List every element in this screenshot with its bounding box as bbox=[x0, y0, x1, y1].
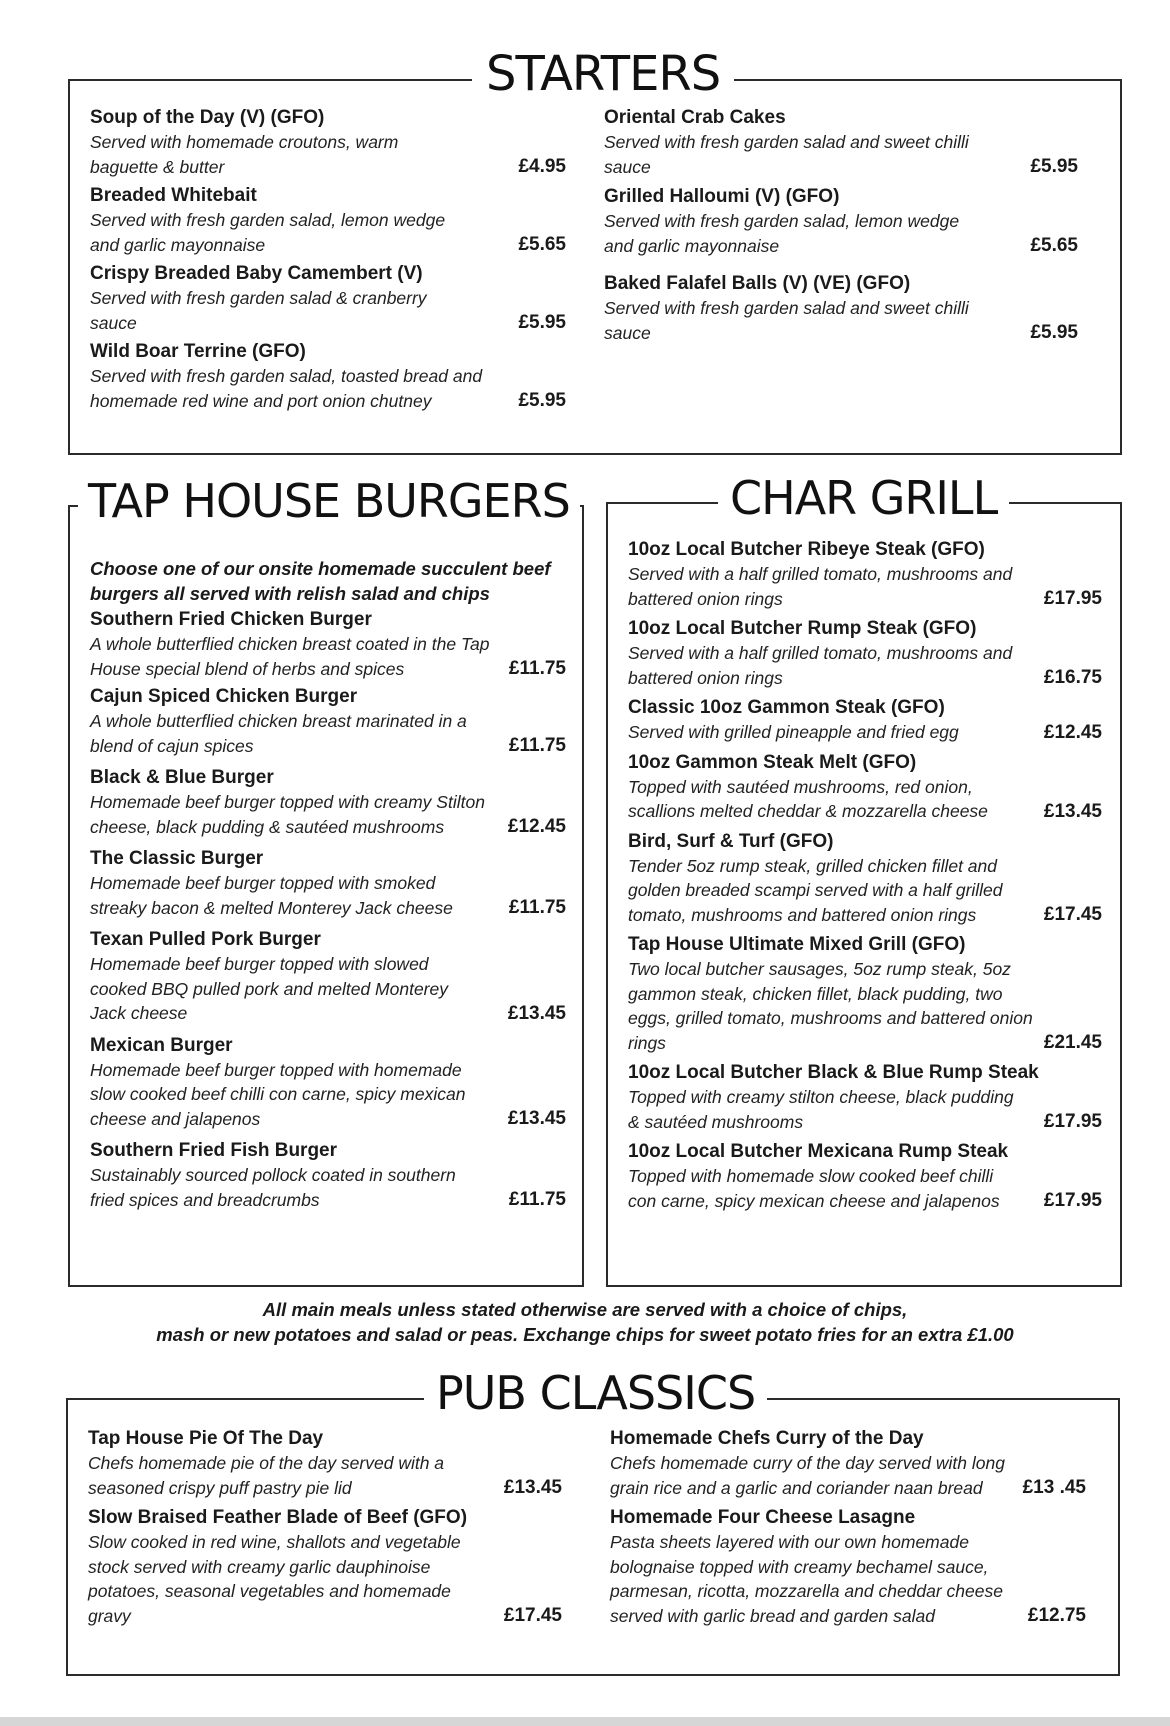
burgers-intro: Choose one of our onsite homemade succulent beef burgers all served with relish salad and chips bbox=[90, 558, 551, 604]
item-description: Chefs homemade curry of the day served with long grain rice and a garlic and coriander naan bread bbox=[610, 1453, 1005, 1498]
item-description: Served with grilled pineapple and fried egg bbox=[628, 722, 959, 742]
bottom-divider bbox=[0, 1717, 1170, 1726]
item-price: £11.75 bbox=[508, 897, 566, 918]
item-name: Texan Pulled Pork Burger bbox=[90, 929, 321, 950]
menu-item bbox=[90, 1034, 566, 1132]
item-name: Homemade Chefs Curry of the Day bbox=[610, 1428, 924, 1449]
item-name: Tap House Ultimate Mixed Grill (GFO) bbox=[628, 934, 966, 955]
item-price: £13.45 bbox=[1043, 800, 1102, 822]
item-description: Served with fresh garden salad, toasted bread and homemade red wine and port onion chutney bbox=[90, 366, 483, 411]
item-name: Breaded Whitebait bbox=[90, 185, 257, 206]
item-description: Topped with creamy stilton cheese, black pudding & sautéed mushrooms bbox=[628, 1087, 1014, 1132]
starters-right-col bbox=[604, 106, 1084, 345]
item-name: Soup of the Day (V) (GFO) bbox=[90, 107, 325, 128]
item-description: Served with homemade croutons, warm baguette & butter bbox=[90, 132, 399, 177]
menu-item bbox=[628, 538, 1102, 611]
note-line-1: All main meals unless stated otherwise are served with a choice of chips, bbox=[262, 1299, 908, 1320]
item-name: Cajun Spiced Chicken Burger bbox=[90, 686, 358, 707]
item-name: The Classic Burger bbox=[90, 848, 264, 869]
menu-item bbox=[90, 106, 566, 179]
menu-item bbox=[610, 1427, 1086, 1500]
menu-item bbox=[604, 272, 1078, 345]
item-name: Homemade Four Cheese Lasagne bbox=[610, 1507, 916, 1528]
classics-title: PUB CLASSICS bbox=[424, 1370, 767, 1416]
item-description: Served with a half grilled tomato, mushrooms and battered onion rings bbox=[628, 643, 1013, 688]
item-description: Topped with homemade slow cooked beef chilli con carne, spicy mexican cheese and jalapenos bbox=[628, 1166, 1000, 1211]
menu-item bbox=[88, 1506, 562, 1628]
item-description: Sustainably sourced pollock coated in southern fried spices and breadcrumbs bbox=[90, 1165, 456, 1210]
item-name: 10oz Local Butcher Ribeye Steak (GFO) bbox=[628, 539, 985, 560]
item-price: £11.75 bbox=[508, 658, 566, 679]
classics-right-col bbox=[610, 1427, 1090, 1628]
item-description: Tender 5oz rump steak, grilled chicken fillet and golden breaded scampi served with a half grilled tomato, mushrooms and battered onion rings bbox=[628, 855, 1003, 925]
item-description: Two local butcher sausages, 5oz rump steak, 5oz gammon steak, chicken fillet, black pudding, two eggs, grilled tomato, mushrooms and battered onion rings bbox=[628, 959, 1033, 1053]
item-price: £12.45 bbox=[1043, 721, 1102, 743]
menu-item bbox=[90, 608, 566, 681]
item-description: A whole butterflied chicken breast marinated in a blend of cajun spices bbox=[90, 711, 467, 756]
item-price: £5.65 bbox=[1030, 235, 1078, 256]
menu-item bbox=[628, 617, 1102, 690]
item-price: £5.65 bbox=[518, 234, 566, 255]
item-description: Homemade beef burger topped with homemade slow cooked beef chilli con carne, spicy mexican cheese and jalapenos bbox=[90, 1059, 466, 1129]
item-name: Black & Blue Burger bbox=[90, 767, 274, 788]
item-name: Slow Braised Feather Blade of Beef (GFO) bbox=[88, 1507, 468, 1528]
item-name: Southern Fried Chicken Burger bbox=[90, 609, 372, 630]
menu-item bbox=[90, 766, 566, 839]
item-name: Wild Boar Terrine (GFO) bbox=[90, 341, 306, 362]
item-description: Slow cooked in red wine, shallots and vegetable stock served with creamy garlic dauphinoise potatoes, seasonal vegetables and homemade gravy bbox=[88, 1532, 461, 1626]
item-description: Served with fresh garden salad and sweet chilli sauce bbox=[604, 298, 969, 343]
item-description: Served with fresh garden salad and sweet chilli sauce bbox=[604, 132, 969, 177]
item-price: £13.45 bbox=[507, 1002, 566, 1024]
item-price: £5.95 bbox=[1030, 156, 1078, 177]
menu-item bbox=[88, 1427, 562, 1500]
menu-item bbox=[628, 751, 1102, 824]
grill-col bbox=[628, 538, 1108, 1213]
item-description: Served with fresh garden salad, lemon wedge and garlic mayonnaise bbox=[604, 211, 960, 256]
item-description: Served with fresh garden salad, lemon wedge and garlic mayonnaise bbox=[90, 210, 446, 255]
starters-title: STARTERS bbox=[472, 50, 734, 98]
item-description: Homemade beef burger topped with smoked streaky bacon & melted Monterey Jack cheese bbox=[90, 873, 453, 918]
item-name: 10oz Gammon Steak Melt (GFO) bbox=[628, 751, 917, 773]
item-price: £13 .45 bbox=[1022, 1477, 1086, 1498]
item-price: £5.95 bbox=[518, 390, 566, 411]
item-description: Homemade beef burger topped with slowed cooked BBQ pulled pork and melted Monterey Jack cheese bbox=[90, 954, 448, 1023]
item-description: Pasta sheets layered with our own homemade bolognaise topped with creamy bechamel sauce, parmesan, ricotta, mozzarella and cheddar cheese served with garlic bread and garden salad bbox=[610, 1532, 1003, 1626]
item-price: £17.45 bbox=[1043, 904, 1102, 925]
served-with-note bbox=[0, 1297, 1170, 1347]
item-price: £5.95 bbox=[518, 312, 566, 333]
item-name: Tap House Pie Of The Day bbox=[88, 1428, 324, 1449]
menu-item bbox=[610, 1506, 1086, 1628]
item-price: £21.45 bbox=[1043, 1032, 1102, 1053]
item-price: £11.75 bbox=[508, 735, 566, 756]
grill-title: CHAR GRILL bbox=[718, 475, 1009, 521]
menu-item bbox=[90, 262, 566, 335]
item-price: £12.45 bbox=[507, 816, 566, 837]
menu-item bbox=[628, 830, 1102, 928]
burgers-title: TAP HOUSE BURGERS bbox=[78, 478, 580, 524]
item-description: Served with a half grilled tomato, mushrooms and battered onion rings bbox=[628, 564, 1013, 609]
item-name: 10oz Local Butcher Rump Steak (GFO) bbox=[628, 618, 977, 639]
item-name: Baked Falafel Balls (V) (VE) (GFO) bbox=[604, 273, 911, 294]
menu-item bbox=[628, 1140, 1102, 1213]
menu-item bbox=[604, 106, 1078, 179]
classics-left-col bbox=[88, 1427, 568, 1628]
item-price: £4.95 bbox=[518, 156, 566, 177]
menu-item bbox=[90, 847, 566, 920]
menu-item bbox=[628, 933, 1102, 1055]
item-price: £17.95 bbox=[1043, 1190, 1102, 1211]
item-name: Mexican Burger bbox=[90, 1034, 233, 1056]
item-description: Topped with sautéed mushrooms, red onion, scallions melted cheddar & mozzarella cheese bbox=[628, 776, 988, 821]
item-price: £13.45 bbox=[503, 1477, 562, 1498]
item-price: £17.95 bbox=[1043, 588, 1102, 609]
item-price: £12.75 bbox=[1027, 1605, 1086, 1626]
item-price: £11.75 bbox=[508, 1189, 566, 1210]
item-name: 10oz Local Butcher Mexicana Rump Steak bbox=[628, 1141, 1009, 1162]
menu-item bbox=[90, 340, 566, 413]
item-price: £17.95 bbox=[1043, 1111, 1102, 1132]
item-price: £13.45 bbox=[507, 1108, 566, 1129]
menu-item bbox=[604, 185, 1078, 258]
menu-item bbox=[90, 1139, 566, 1212]
item-name: Grilled Halloumi (V) (GFO) bbox=[604, 186, 840, 207]
item-name: Crispy Breaded Baby Camembert (V) bbox=[90, 263, 423, 284]
menu-item bbox=[628, 696, 1102, 745]
starters-left-col bbox=[90, 106, 570, 413]
item-price: £17.45 bbox=[503, 1605, 562, 1626]
item-name: Southern Fried Fish Burger bbox=[90, 1140, 338, 1161]
item-description: A whole butterflied chicken breast coated in the Tap House special blend of herbs and spices bbox=[90, 634, 490, 679]
menu-item bbox=[90, 928, 566, 1026]
menu-item bbox=[628, 1061, 1102, 1134]
item-name: Classic 10oz Gammon Steak (GFO) bbox=[628, 697, 945, 718]
item-description: Served with fresh garden salad & cranberry sauce bbox=[90, 288, 427, 333]
burgers-col bbox=[90, 556, 572, 1212]
note-line-2: mash or new potatoes and salad or peas. Exchange chips for sweet potato fries for an extra £1.00 bbox=[156, 1324, 1014, 1345]
item-description: Homemade beef burger topped with creamy Stilton cheese, black pudding & sautéed mushrooms bbox=[90, 792, 485, 837]
item-description: Chefs homemade pie of the day served with a seasoned crispy puff pastry pie lid bbox=[88, 1453, 445, 1498]
item-name: 10oz Local Butcher Black & Blue Rump Steak bbox=[628, 1062, 1039, 1083]
item-price: £16.75 bbox=[1043, 667, 1102, 688]
menu-item bbox=[90, 184, 566, 257]
menu-item bbox=[90, 685, 566, 758]
item-price: £5.95 bbox=[1030, 322, 1078, 343]
item-name: Bird, Surf & Turf (GFO) bbox=[628, 830, 834, 852]
item-name: Oriental Crab Cakes bbox=[604, 107, 786, 128]
